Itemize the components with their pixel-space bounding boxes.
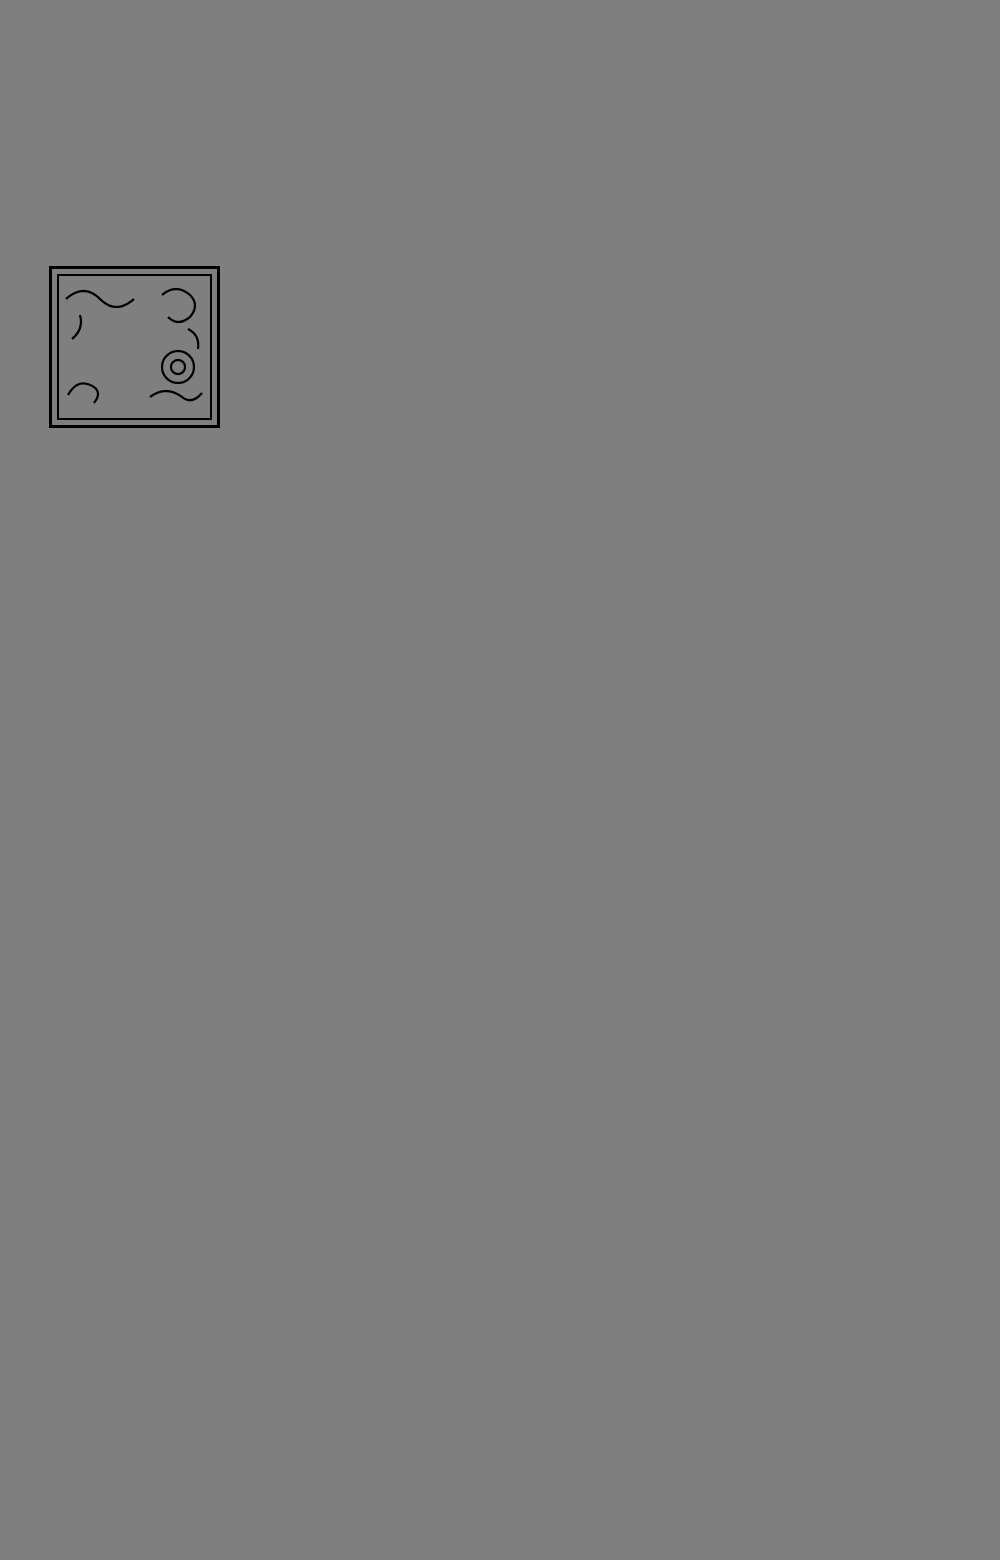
ornament-icon	[52, 269, 217, 425]
drop-cap-initial	[49, 266, 220, 428]
